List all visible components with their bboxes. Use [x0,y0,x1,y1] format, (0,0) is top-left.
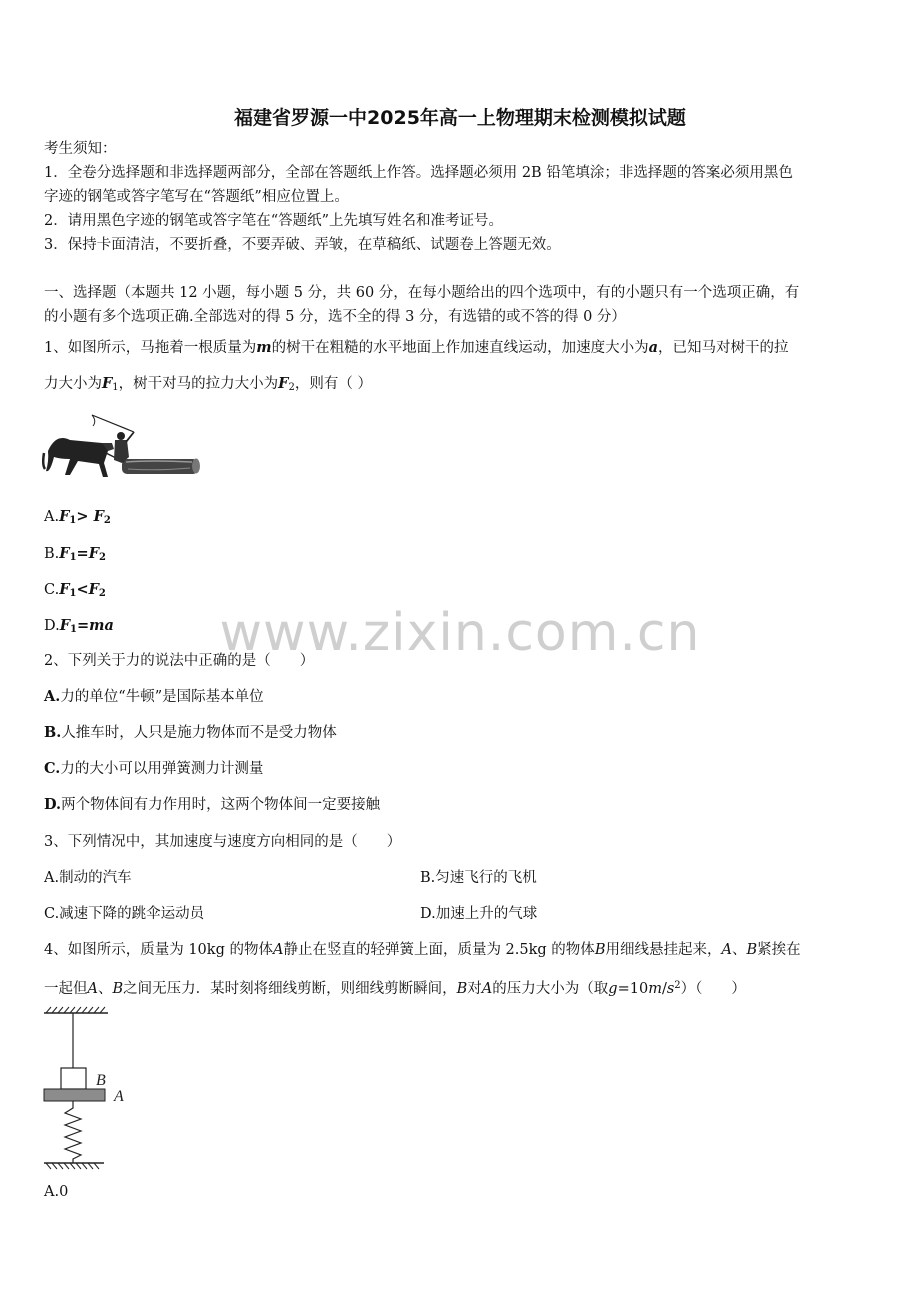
q1-option-b[interactable]: $B.F_1=F_2$ [44,545,106,563]
watermark: www.zixin.com.cn [219,603,701,663]
q4-option-a[interactable]: A.0 [44,1184,69,1200]
figure-label-b: B [96,1072,106,1089]
q1-option-a[interactable]: $A.F_1> F_2$ [44,508,111,526]
q3-option-c[interactable]: C.减速下降的跳伞运动员 [44,906,205,922]
notice-item-3: 3．保持卡面清洁，不要折叠，不要弄破、弄皱，在草稿纸、试题卷上答题无效。 [44,237,561,253]
section-1-intro-line-1: 一、选择题（本题共 12 小题，每小题 5 分，共 60 分，在每小题给出的四个选项中，有的小题只有一个选项正确，有 [44,285,800,301]
q2-stem: 2、下列关于力的说法中正确的是（ ） [44,653,315,669]
q1-stem-line-1: 1、如图所示，马拖着一根质量为m的树干在粗糙的水平地面上作加速直线运动，加速度大小为a，已知马对树干的拉 [44,339,789,356]
q3-option-a[interactable]: A.制动的汽车 [44,870,132,886]
q1-var-m: m [256,339,272,356]
q2-option-a[interactable]: A.力的单位“牛顿”是国际基本单位 [44,688,264,705]
horse-dragging-log-figure [42,413,200,483]
notice-heading: 考生须知： [44,141,117,157]
q2-option-d[interactable]: D.两个物体间有力作用时，这两个物体间一定要接触 [44,796,381,813]
page-title: 福建省罗源一中2025年高一上物理期末检测模拟试题 [234,107,686,129]
q3-option-d[interactable]: D.加速上升的气球 [420,906,538,922]
spring-block-figure [40,1005,140,1171]
q1-option-c[interactable]: $C.F_1<F_2$ [44,581,106,599]
q1-option-d[interactable]: $D.F_1=ma$ [44,617,114,635]
q4-stem-line-1: 4、如图所示，质量为 10kg 的物体A静止在竖直的轻弹簧上面，质量为 2.5kg 的物体B用细线悬挂起来，A、B紧挨在 [44,942,801,958]
q1-var-a: a [648,339,658,356]
q3-option-b[interactable]: B.匀速飞行的飞机 [420,870,537,886]
section-1-intro-line-2: 的小题有多个选项正确.全部选对的得 5 分，选不全的得 3 分，有选错的或不答的得 0 分） [44,309,626,325]
notice-item-1-line-2: 字迹的钢笔或答字笔写在“答题纸”相应位置上。 [44,189,349,205]
q2-option-c[interactable]: C.力的大小可以用弹簧测力计测量 [44,760,264,777]
notice-item-2: 2．请用黑色字迹的钢笔或答字笔在“答题纸”上先填写姓名和准考证号。 [44,213,504,229]
figure-label-a: A [114,1088,124,1105]
q4-stem-line-2: 一起但A、B之间无压力．某时刻将细线剪断，则细线剪断瞬间，B对A的压力大小为（取$g=10m/s^2$）（ ） [44,980,746,997]
q2-option-b[interactable]: B.人推车时，人只是施力物体而不是受力物体 [44,724,337,741]
notice-item-1-line-1: 1．全卷分选择题和非选择题两部分，全部在答题纸上作答。选择题必须用 2B 铅笔填涂；非选择题的答案必须用黑色 [44,165,793,181]
q1-stem-line-2: 力大小为$F_1$，树干对马的拉力大小为$F_2$，则有（ ） [44,375,372,393]
q3-stem: 3、下列情况中，其加速度与速度方向相同的是（ ） [44,834,402,850]
